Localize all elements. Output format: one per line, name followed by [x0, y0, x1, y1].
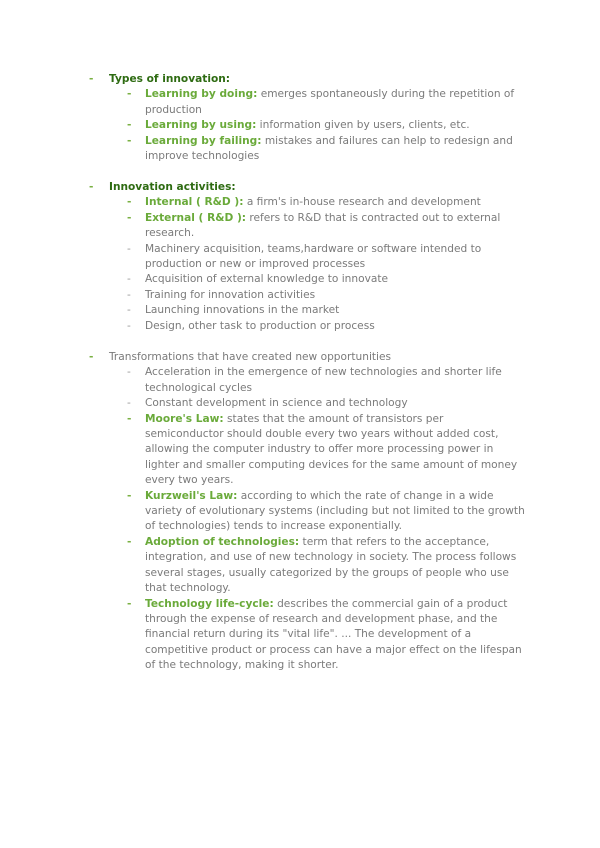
bullet-dash: -: [127, 397, 131, 410]
section-heading: Types of innovation:: [109, 73, 231, 85]
section-types-of-innovation: [0, 72, 600, 164]
item-term: Learning by using:: [145, 119, 257, 132]
section-innovation-activities: [0, 180, 600, 334]
list-item-level1: [0, 72, 529, 87]
item-text: term that refers to the acceptance, integration, and use of new technology in society. The process follows several stages, usually categorized by the groups of people who use that technology.: [145, 535, 517, 595]
bullet-dash: -: [127, 535, 132, 548]
bullet-dash: -: [127, 211, 132, 224]
list-item: [0, 396, 525, 411]
bullet-dash: -: [127, 366, 131, 379]
bullet-dash: -: [127, 134, 132, 147]
item-text: according to which the rate of change in a wide variety of evolutionary systems (including but not limited to the growth of technologies) tends to increase exponentially.: [145, 489, 525, 533]
section-heading: Transformations that have created new opportunities: [109, 351, 392, 363]
list-item: [0, 272, 525, 287]
item-text: refers to R&D that is contracted out to external research.: [145, 211, 501, 240]
item-text: a firm's in-house research and development: [243, 196, 481, 209]
bullet-dash: -: [127, 412, 132, 425]
item-text: Design, other task to production or process: [145, 319, 375, 332]
list-item: [0, 412, 525, 489]
bullet-dash: -: [127, 304, 131, 317]
list-item: [0, 87, 525, 118]
list-item: [0, 597, 525, 674]
item-text: emerges spontaneously during the repetition of production: [145, 88, 515, 116]
list-item: [0, 303, 525, 318]
item-term: Technology life-cycle:: [145, 597, 274, 610]
bullet-dash: -: [127, 242, 131, 255]
item-text: Training for innovation activities: [145, 288, 316, 301]
bullet-dash: -: [89, 181, 94, 193]
list-item: [0, 535, 525, 597]
bullet-dash: -: [127, 88, 132, 101]
item-text: Acquisition of external knowledge to innovate: [145, 273, 389, 286]
item-term: Internal ( R&D ):: [145, 196, 244, 209]
item-text: states that the amount of transistors per semiconductor should double every two years without added cost, allowing the computer industry to offer more processing power in lighter and smaller computing devices for the same amount of money every two years.: [145, 412, 518, 487]
list-item: [0, 319, 525, 334]
bullet-dash: -: [89, 351, 94, 363]
list-item: [0, 134, 525, 165]
list-item: [0, 288, 525, 303]
item-term: External ( R&D ):: [145, 211, 247, 224]
item-text: mistakes and failures can help to redesign and improve technologies: [145, 134, 513, 163]
item-text: describes the commercial gain of a product through the expense of research and development phase, and the financial return during its "vital life". ... The development of a competitive product or process can have a major effect on the lifespan of the technology, making it shorter.: [145, 597, 522, 672]
list-item: [0, 118, 525, 133]
item-text: Launching innovations in the market: [145, 304, 340, 317]
item-text: Acceleration in the emergence of new technologies and shorter life technological cycles: [145, 366, 502, 394]
item-term: Kurzweil's Law:: [145, 489, 238, 502]
section-transformations: [0, 350, 600, 674]
item-term: Moore's Law:: [145, 412, 224, 425]
list-item: [0, 242, 525, 273]
section-heading: Innovation activities:: [109, 181, 236, 193]
bullet-dash: -: [127, 288, 131, 301]
bullet-dash: -: [127, 119, 132, 132]
item-term: Learning by doing:: [145, 88, 258, 101]
list-item: [0, 195, 525, 210]
item-text: Machinery acquisition, teams,hardware or software intended to production or new or improved processes: [145, 242, 482, 271]
list-item: [0, 489, 525, 535]
bullet-dash: -: [127, 273, 131, 286]
list-item: [0, 211, 525, 242]
item-term: Learning by failing:: [145, 134, 262, 147]
bullet-dash: -: [127, 489, 132, 502]
bullet-dash: -: [127, 597, 132, 610]
item-text: information given by users, clients, etc.: [256, 119, 470, 132]
bullet-dash: -: [127, 319, 131, 332]
bullet-dash: -: [127, 196, 132, 209]
bullet-dash: -: [89, 73, 94, 85]
list-item: [0, 365, 525, 396]
item-term: Adoption of technologies:: [145, 535, 300, 548]
item-text: Constant development in science and technology: [145, 397, 408, 410]
list-item-level1: [0, 350, 529, 365]
list-item-level1: [0, 180, 529, 195]
